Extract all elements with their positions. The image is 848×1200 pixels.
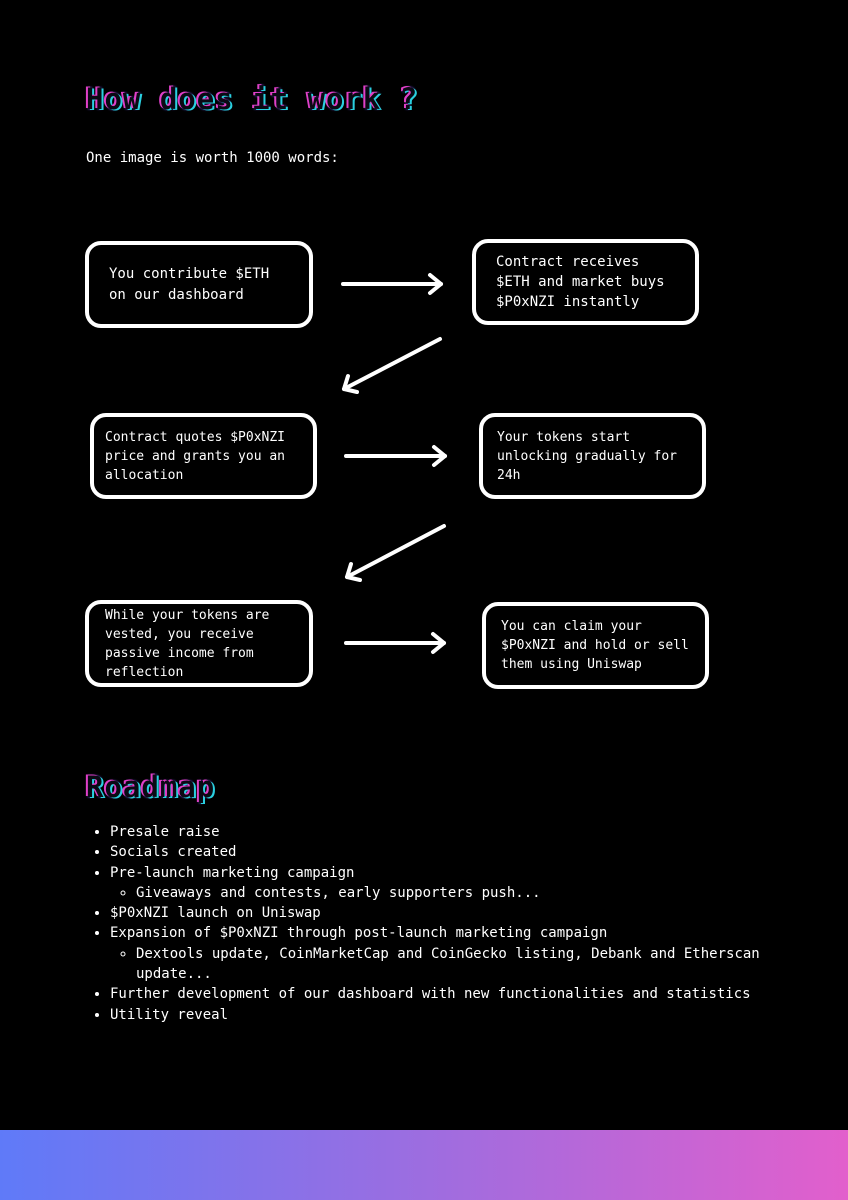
step-line: price and grants you an [105,448,286,464]
step-line: Contract receives [496,254,640,270]
step-line: them using Uniswap [501,657,642,672]
roadmap-item-text: Pre-launch marketing campaign [110,864,355,881]
roadmap-item [110,822,790,842]
step-line: While your tokens are [105,607,270,623]
step-line: passive income from [105,645,254,661]
roadmap-subitem: ◦ Dextools update, CoinMarketCap and CoinGecko listing, Debank and Etherscan update... [136,944,790,985]
roadmap-item-text: Socials created [110,844,237,861]
step-line: unlocking gradually for [497,448,678,464]
roadmap-title: Roadmap [86,770,216,804]
roadmap-item-text: Further development of our dashboard with new functionalities and statistics [110,986,751,1003]
roadmap-item-text: $P0xNZI launch on Uniswap [110,905,321,922]
roadmap-item [110,923,790,984]
step-line: allocation [105,467,184,483]
step-line: reflection [105,664,184,680]
roadmap-sublist [110,883,790,903]
roadmap-item [110,903,790,923]
arrow-down-left-icon [344,339,440,392]
roadmap-subitem: ◦ Giveaways and contests, early supporters push... [136,883,790,903]
step-line: Your tokens start [497,429,631,445]
roadmap-item [110,863,790,904]
arrow-right-icon [343,275,441,293]
arrow-down-left-icon [347,526,444,580]
step-line: on our dashboard [109,286,244,303]
how-it-works-title: How does it work ? [86,82,419,116]
roadmap-item-text: Presale raise [110,824,220,840]
step-line: You contribute $ETH [109,265,270,282]
gradient-footer-bar [0,1130,848,1200]
step-line: Contract quotes $P0xNZI [105,429,286,445]
roadmap-item [110,984,790,1004]
roadmap-list [86,822,790,1025]
step-line: $ETH and market buys [496,274,665,290]
roadmap-item-text: Utility reveal [110,1006,229,1023]
step-line: $P0xNZI and hold or sell [501,638,689,653]
roadmap-sublist [110,944,790,985]
step-line: 24h [497,467,521,483]
arrow-right-icon [346,634,444,652]
step-line: $P0xNZI instantly [496,294,640,310]
roadmap-item-text: Expansion of $P0xNZI through post-launch marketing campaign [110,925,608,942]
step-line: vested, you receive [105,626,254,642]
step-line: You can claim your [501,619,642,634]
roadmap-item [110,842,790,862]
roadmap-item [110,1005,790,1025]
intro-text: One image is worth 1000 words: [86,150,339,166]
arrow-right-icon [346,447,445,465]
